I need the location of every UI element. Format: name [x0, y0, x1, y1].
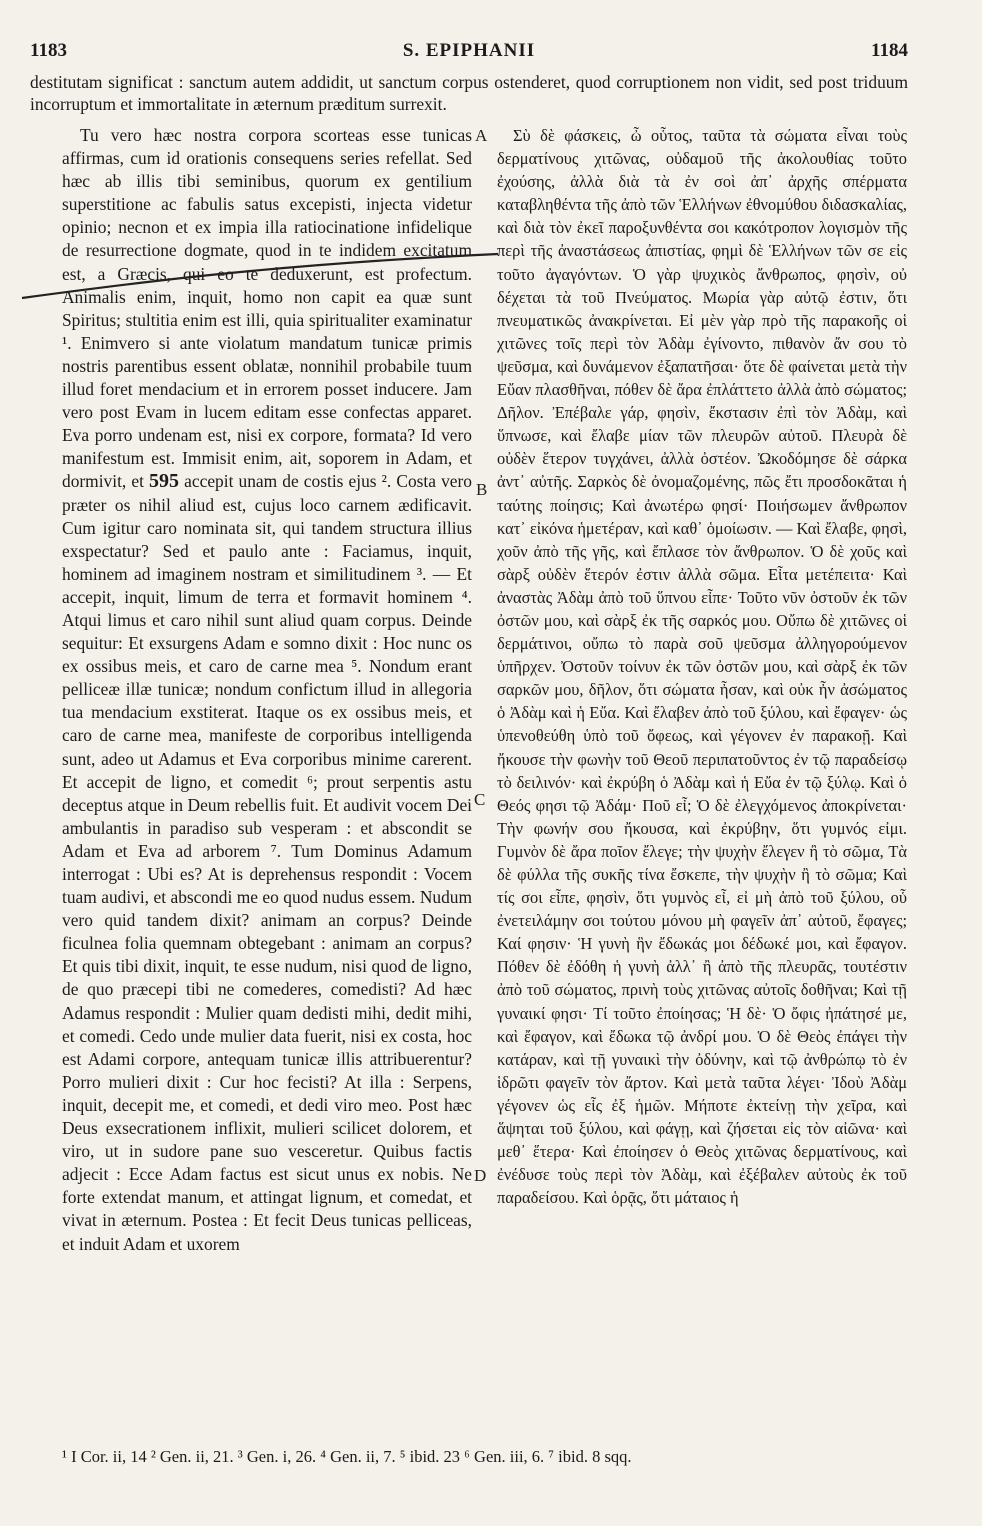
running-title: S. EPIPHANII: [402, 40, 536, 61]
page-number-right: 1184: [871, 40, 908, 61]
page-number-left: 1183: [30, 40, 67, 61]
page-header: [30, 40, 908, 70]
section-marker-b: B: [476, 480, 488, 499]
latin-column: [62, 124, 472, 1256]
latin-text: [62, 124, 472, 1256]
latin-text-part2: accepit unam de costis ejus ². Costa vero præter os nihil aliud est, cujus loco carnem ædificavit. Cum igitur caro nominata sit, qui tandem structura illius exspectatur? Sed et paulo ante : Faciamus, inquit, hominem ad imaginem nostram et similitudinem ³. — Et accepit, inquit, limum de terra et formavit hominem ⁴. Atqui limus et caro nihil sunt aliud quam corpus. Deinde sequitur: Et exsurgens Adam e somno dixit : Hoc nunc os ex ossibus meis, et caro de carne mea ⁵. Nondum erant pelliceæ illæ tunicæ; nondum confictum illud in allegoria tua mendacium exstiterat. Itaque os ex ossibus meis, et caro de carne mea, manifeste de corporibus intelligenda sunt, adeo ut Adamus et Eva corporibus minime carerent. Et accepit de ligno, et comedit ⁶; prout serpentis astu deceptus atque in Deum rebellis fuit. Et audivit vocem Dei ambulantis in paradiso sub vesperam : et abscondit se Adam et Eva ad arborem ⁷. Tum Dominus Adamum interrogat : Ubi es? At is deprehensus respondit : Vocem tuam audivi, et abscondi me eo quod nudus essem. Nudum vero quid tandem dixit? animam an corpus? Deinde ficulnea folia quemnam obtegebant : animam an corpus? Et quis tibi dixit, inquit, te esse nudum, nisi quod de ligno, de quo præcepi tibi ne comederes, comedisti? Ad hæc Adamus respondit : Mulier quam dedisti mihi, dedit mihi, et comedi. Cedo unde mulier data fuerit, nisi ex costa, hoc est Adami corpore, antequam tunicæ illis attribuerentur? Porro mulieri dixit : Cur hoc fecisti? At illa : Serpens, inquit, decepit me, et comedi, et dedi viro meo. Post hæc Deus exsecrationem inflixit, mulieri scilicet dolorem, et viro, ut in sudore pane suo vesceretur. Quibus factis adjecit : Ecce Adam factus est sicut unus ex nobis. Ne forte extendat manum, et attingat lignum, et comedat, et vivat in æternum. Postea : Et fecit Deus tunicas pelliceas, et induit Adam et uxorem: [62, 471, 472, 1254]
section-marker-d: D: [474, 1166, 487, 1185]
footnotes: ¹ I Cor. ii, 14 ² Gen. ii, 21. ³ Gen. i, 26. ⁴ Gen. ii, 7. ⁵ ibid. 23 ⁶ Gen. iii, 6. ⁷ ibid. 8 sqq.: [62, 1447, 632, 1466]
greek-column: [497, 124, 907, 1209]
original-page-number: 595: [149, 470, 180, 493]
section-marker-a: A: [475, 126, 488, 145]
intro-paragraph: destitutam significat : sanctum autem addidit, ut sanctum corpus ostenderet, quod corruptionem non vidit, sed post triduum incorruptum et immortalitate in æternum præditum surrexit.: [30, 72, 908, 114]
section-marker-c: C: [474, 790, 486, 809]
greek-text: Σὺ δὲ φάσκεις, ὦ οὗτος, ταῦτα τὰ σώματα εἶναι τοὺς δερματίνους χιτῶνας, οὐδαμοῦ τῆς ἀκολουθίας τοῦτο ἐχούσης, ἀλλὰ διὰ τὰ ἐν σοὶ ἀπ᾽ ἀρχῆς σπέρματα καταβληθέντα τῆς ἀπὸ τῶν Ἑλλήνων ἐθνομύθου διδασκαλίας, καὶ διὰ τὸν ἐκεῖ παροξυνθέντα σοι κακότροπον λογισμὸν τῆς περὶ τῆς ἀναστάσεως ἀπιστίας, φημὶ δὲ Ἑλλήνων τῶν σε εἰς τοῦτο ἀγαγόντων. Ὁ γὰρ ψυχικὸς ἄνθρωπος, φησὶν, οὐ δέχεται τὰ τοῦ Πνεύματος. Μωρία γὰρ αὐτῷ ἐστιν, ὅτι πνευματικῶς ἀνακρίνεται. Εἰ μὲν γὰρ πρὸ τῆς παρακοῆς οἱ χιτῶνες τοῖς περὶ τὸν Ἀδὰμ ἐγίνοντο, πιθανὸν ἄν σου τὸ ψεῦσμα, καὶ δυνάμενον ἐξαπατῆσαι· ὅτε δὲ φαίνεται μετὰ τὴν Εὔαν πλασθῆναι, πόθεν δὲ ἄρα ἐπλάττετο ἀλλὰ ἀπὸ σώματος; Δῆλον. Ἐπέβαλε γάρ, φησὶν, ἔκστασιν ἐπὶ τὸν Ἀδὰμ, καὶ ὕπνωσε, καὶ ἔλαβε μίαν τῶν πλευρῶν αὐτοῦ. Πλευρὰ δὲ οὐδὲν ἕτερον τυγχάνει, ἀλλὰ ὀστέον. Ὠκοδόμησε δὲ σάρκα ἀντ᾽ αὐτῆς. Σαρκὸς δὲ ὀνομαζομένης, πῶς ἔτι προσδοκᾶται ἡ ταύτης ποίησις; Καὶ ἀνωτέρω φησί· Ποιήσωμεν ἄνθρωπον κατ᾽ εἰκόνα ἡμετέραν, καὶ καθ᾽ ὁμοίωσιν. — Καὶ ἔλαβε, φησὶ, χοῦν ἀπὸ τῆς γῆς, καὶ ἔπλασε τὸν ἄνθρωπον. Ὁ δὲ χοῦς καὶ σὰρξ οὐδὲν ἕτερόν ἐστιν ἀλλὰ σῶμα. Εἶτα μετέπειτα· Καὶ ἀναστὰς Ἀδὰμ ἀπὸ τοῦ ὕπνου εἶπε· Τοῦτο νῦν ὀστοῦν ἐκ τῶν ὀστῶν μου, καὶ σὰρξ ἐκ τῆς σαρκός μου. Οὔπω δὲ χιτῶνες οἱ δερμάτινοι, οὔπω τὸ παρὰ σοῦ ψεῦσμα ἀλληγορούμενον ὑπῆρχεν. Ὀστοῦν τοίνυν ἐκ τῶν ὀστῶν μου, καὶ σὰρξ ἐκ τῶν σαρκῶν μου, δῆλον, ὅτι σώματα ἦσαν, καὶ οὐκ ἦν ἀσώματος ὁ Ἀδὰμ καὶ ἡ Εὔα. Καὶ ἔλαβεν ἀπὸ τοῦ ξύλου, καὶ ἔφαγεν· ὡς ὑπενοθεύθη ὑπὸ τοῦ ὄφεως, καὶ γέγονεν ἐν παρακοῇ. Καὶ ἤκουσε τὴν φωνὴν τοῦ Θεοῦ περιπατοῦντος ἐν τῷ παραδείσῳ τὸ δειλινόν· καὶ ἐκρύβη ὁ Ἀδὰμ καὶ ἡ Εὔα ἐν τῷ ξύλῳ. Καὶ ὁ Θεός φησι τῷ Ἀδάμ· Ποῦ εἶ; Ὁ δὲ ἐλεγχόμενος ἀποκρίνεται· Τὴν φωνήν σου ἤκουσα, καὶ ἐκρύβην, ὅτι γυμνός εἰμι. Γυμνὸν δὲ ἄρα ποῖον ἔλεγε; τὴν ψυχὴν ἔλεγεν ἢ τὸ σῶμα, Τὰ δὲ φύλλα τῆς συκῆς τίνα ἔσκεπε, τὴν ψυχὴν ἢ τὸ σῶμα; Καὶ τίς σοι εἶπε, φησὶν, ὅτι γυμνὸς εἶ, εἰ μὴ ἀπὸ τοῦ ξύλου, οὗ ἐνετειλάμην σοι τούτου μόνου μὴ φαγεῖν ἀπ᾽ αὐτοῦ, ἔφαγες; Καί φησιν· Ἡ γυνὴ ἣν ἔδωκάς μοι δέδωκέ μοι, καὶ ἔφαγον. Πόθεν δὲ ἐδόθη ἡ γυνὴ ἀλλ᾽ ἢ ἀπὸ τῆς πλευρᾶς, τουτέστιν ἀπὸ τοῦ σώματος, πρινὴ τοὺς χιτῶνας αὐτοῖς δοθῆναι; Καὶ τῇ γυναικί φησι· Τί τοῦτο ἐποίησας; Ἡ δὲ· Ὁ ὄφις ἠπάτησέ με, καὶ ἔφαγον, καὶ ἔδωκα τῷ ἀνδρί μου. Ὁ δὲ Θεὸς ἐπάγει τὴν κατάραν, καὶ τῇ γυναικὶ τὴν ὀδύνην, καὶ τῷ ἀνθρώπῳ τὸ ἐν ἱδρῶτι φαγεῖν τὸν ἄρτον. Καὶ μετὰ ταῦτα λέγει· Ἰδοὺ Ἀδὰμ γέγονεν ὡς εἷς ἐξ ἡμῶν. Μήποτε ἐκτείνῃ τὴν χεῖρα, καὶ ἅψηται τοῦ ξύλου, καὶ φάγῃ, καὶ ζήσεται εἰς τὸν αἰῶνα· καὶ μεθ᾽ ἕτερα· Καὶ ἐποίησεν ὁ Θεὸς χιτῶνας δερματίνους, καὶ ἐνέδυσε τοὺς περὶ τὸν Ἀδὰμ, καὶ ἐξέβαλεν αὐτοὺς ἐκ τοῦ παραδείσου. Καὶ ὁρᾷς, ὅτι μάταιος ἡ: [497, 126, 907, 1208]
latin-text-part1: Tu vero hæc nostra corpora scorteas esse tunicas affirmas, cum id orationis consequens series refellat. Sed hæc ab illis tibi seminibus, quorum ex gentilium superstitione ac fabulis satus excepisti, injecta videtur opinio; necnon et ex impia illa ratiocinatione infidelique de resurrectione dogmate, quod in te indidem excitatum est, a Græcis, qui eo te deduxerunt, est profectum. Animalis enim, inquit, homo non capit ea quæ sunt Spiritus; stultitia enim est illi, quia spiritualiter examinatur ¹. Enimvero si ante violatum mandatum tunicæ primis nostris parentibus essent oblatæ, nonnihil probabile tuum illud foret mendacium et in errorem posset inducere. Jam vero post Evam in lucem editam esse confectas apparet. Eva porro undenam est, nisi ex corpore, formata? Id vero manifestum est. Immisit enim, ait, soporem in Adam, et dormivit, et: [62, 125, 472, 492]
